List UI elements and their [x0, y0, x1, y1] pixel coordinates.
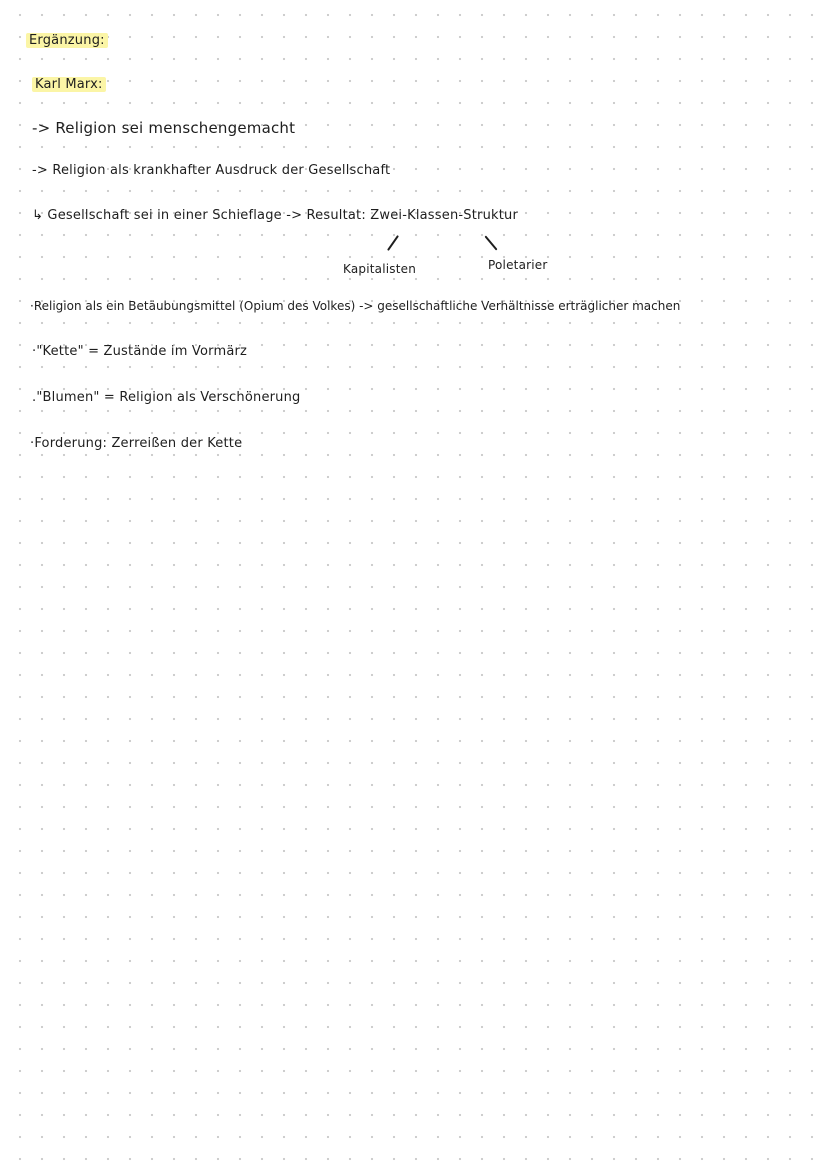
- point-blumen: ."Blumen" = Religion als Verschönerung: [32, 390, 301, 405]
- point-forderung: ·Forderung: Zerreißen der Kette: [30, 436, 243, 451]
- note-line-3: ↳ Gesellschaft sei in einer Schieflage -> Resultat: Zwei-Klassen-Struktur: [32, 208, 519, 223]
- heading: Ergänzung:: [26, 33, 108, 48]
- note-line-1: -> Religion sei menschengemacht: [32, 119, 296, 137]
- branch-right-stroke: [484, 235, 497, 250]
- note-line-2: -> Religion als krankhafter Ausdruck der Gesellschaft: [32, 163, 391, 178]
- point-opium: ·Religion als ein Betäubungsmittel (Opium des Volkes) -> gesellschaftliche Verhältnisse erträglicher machen: [30, 299, 681, 313]
- subject-title: Karl Marx:: [32, 77, 106, 92]
- point-kette: ·"Kette" = Zustände im Vormärz: [32, 344, 248, 359]
- class-poletarier: Poletarier: [488, 258, 548, 272]
- class-kapitalisten: Kapitalisten: [343, 262, 417, 276]
- branch-left-stroke: [387, 235, 399, 251]
